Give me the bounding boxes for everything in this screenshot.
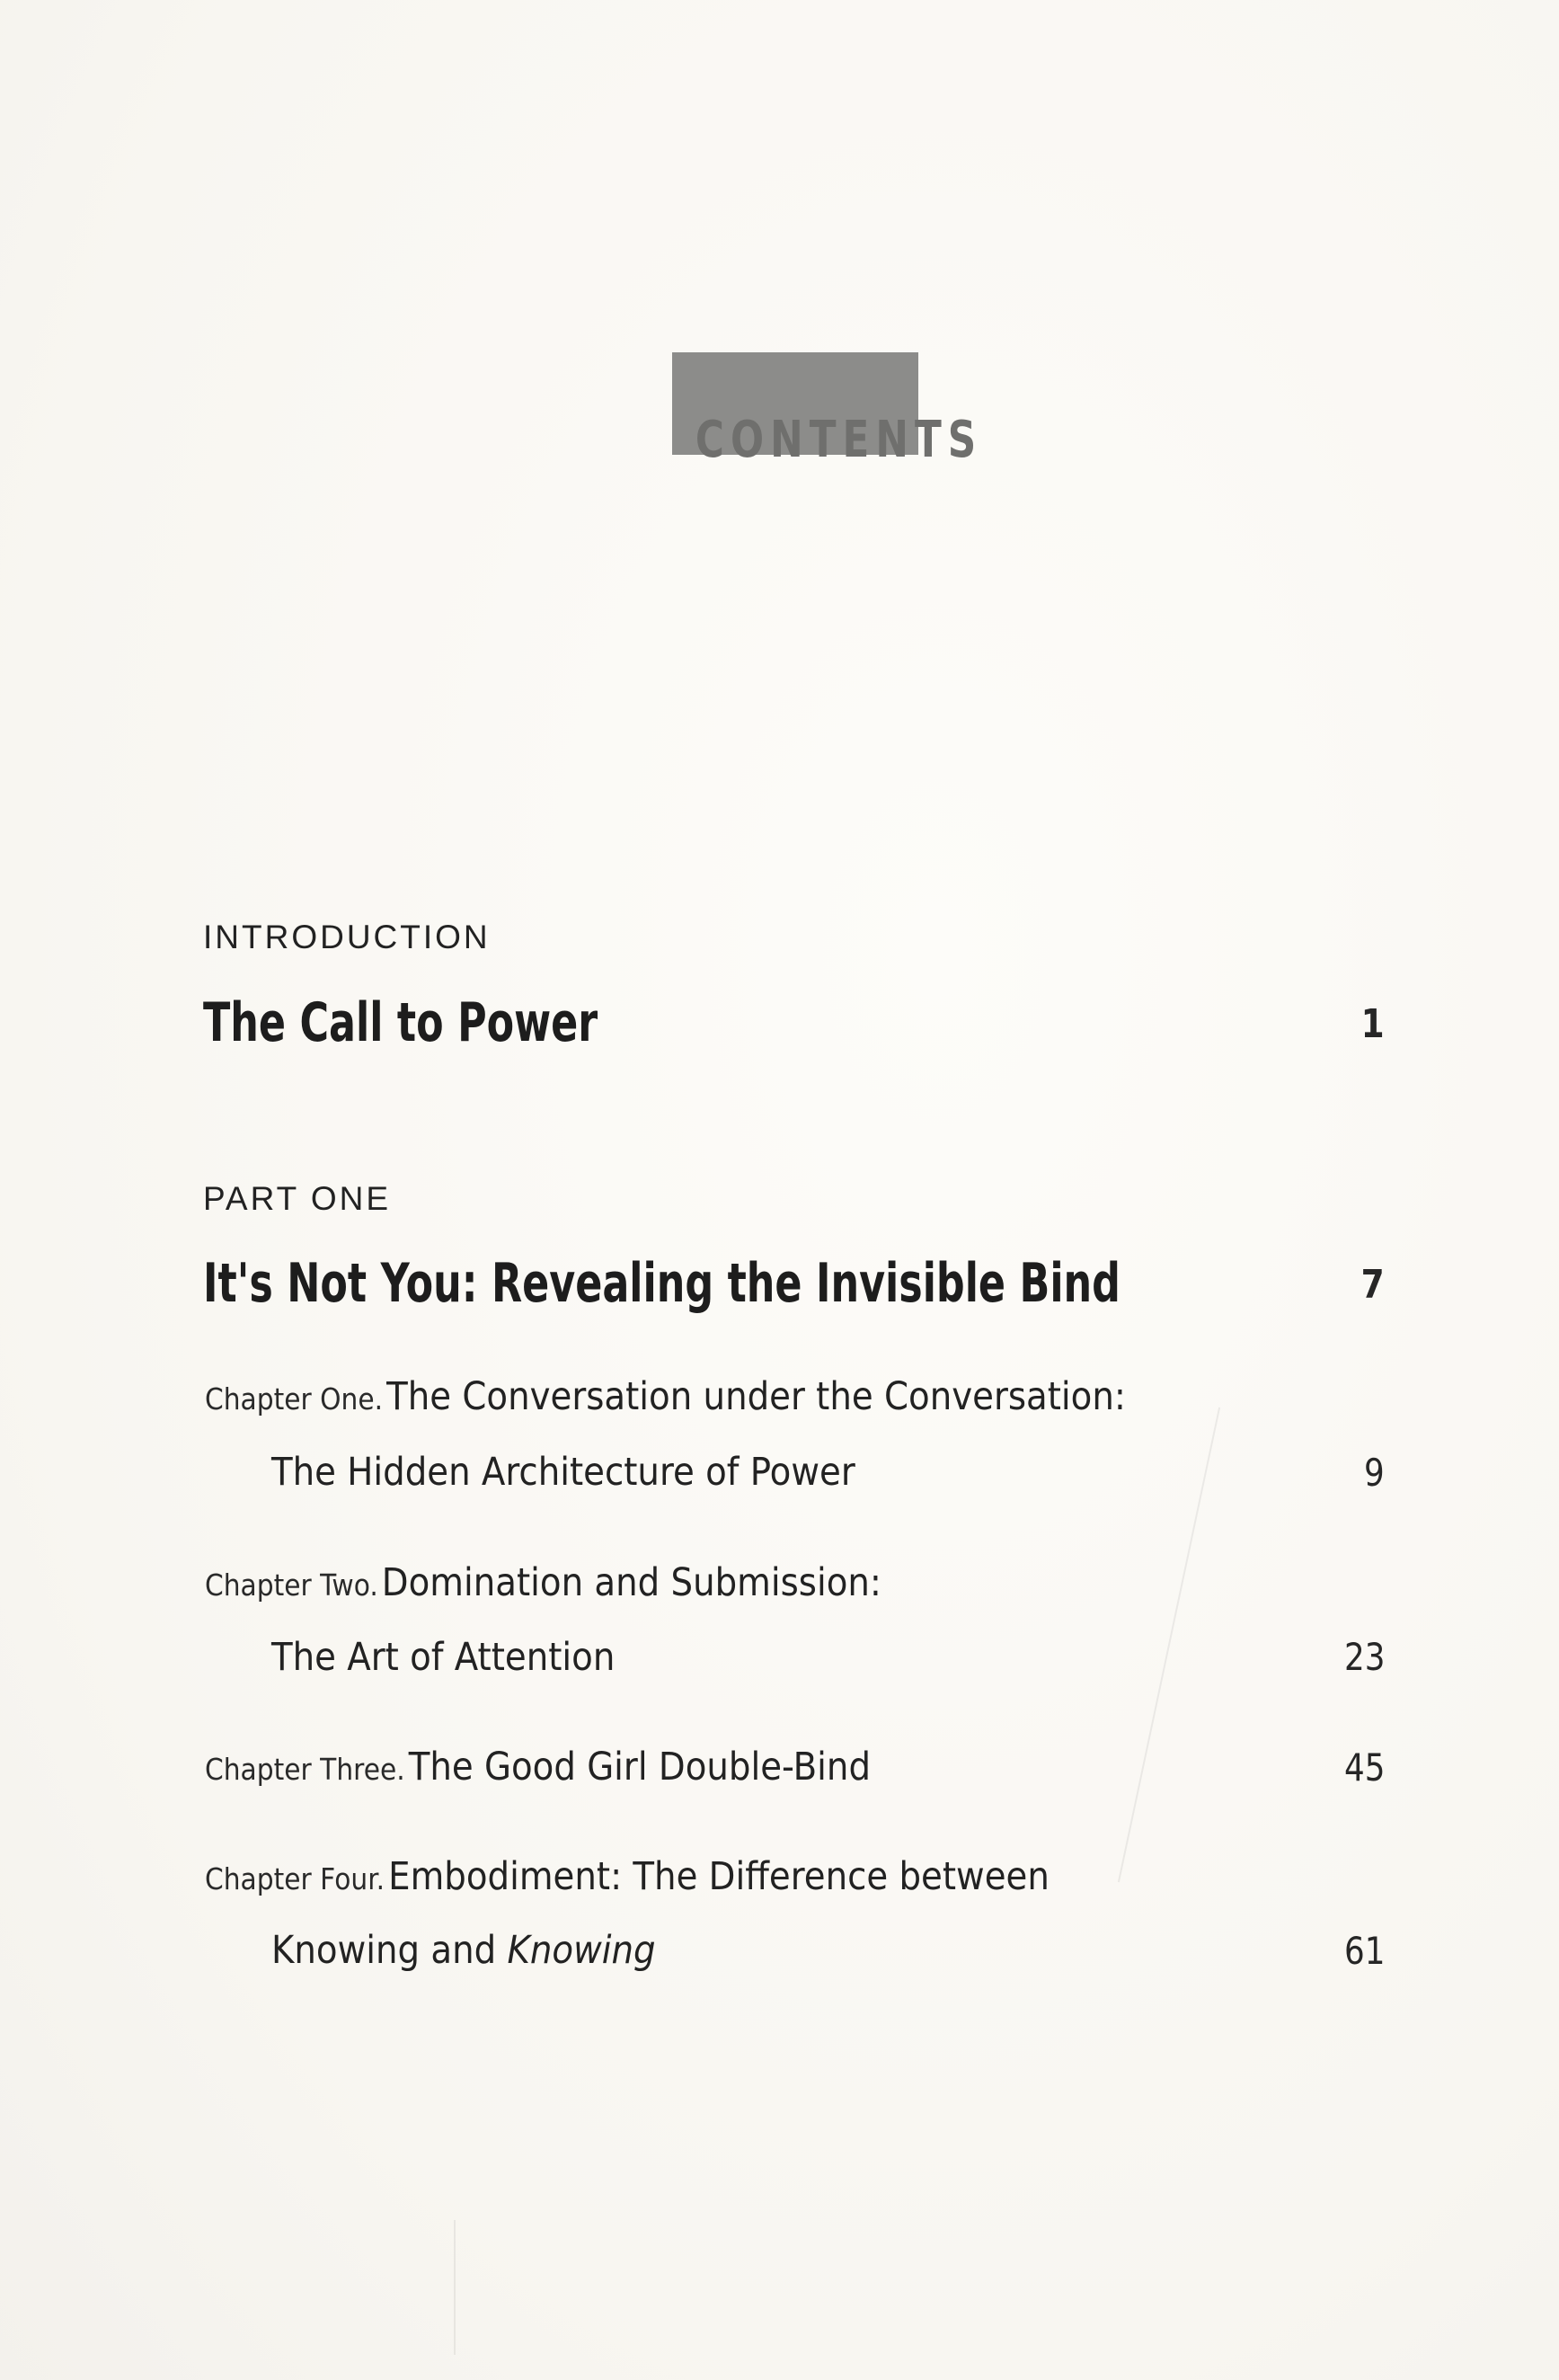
chapter-four-subtitle (271, 1928, 656, 1973)
chapter-two-title: Domination and Submission: (381, 1560, 881, 1605)
chapter-four-title: Embodiment: The Difference between (388, 1854, 1050, 1899)
contents-title: CONTENTS (695, 411, 983, 469)
chapter-two-entry (205, 1560, 881, 1605)
chapter-four-subtitle-italic: Knowing (507, 1928, 656, 1973)
chapter-two-label: Chapter Two. (205, 1567, 378, 1603)
chapter-one-title: The Conversation under the Conversation: (386, 1374, 1126, 1419)
chapter-four-entry (205, 1854, 1050, 1899)
introduction-label: INTRODUCTION (203, 919, 491, 955)
chapter-one-page-number: 9 (1364, 1451, 1385, 1495)
chapter-four-label: Chapter Four. (205, 1861, 385, 1896)
introduction-title: The Call to Power (203, 991, 598, 1054)
chapter-three-page-number: 45 (1343, 1745, 1385, 1789)
scan-artifact (1118, 1408, 1220, 1883)
chapter-one-label: Chapter One. (205, 1381, 384, 1416)
part-one-page-number: 7 (1360, 1262, 1385, 1308)
chapter-two-subtitle: The Art of Attention (271, 1635, 616, 1680)
chapter-two-page-number: 23 (1343, 1635, 1385, 1679)
chapter-three-entry (205, 1745, 872, 1789)
chapter-four-page-number: 61 (1343, 1929, 1385, 1973)
part-one-title: It's Not You: Revealing the Invisible Bind (203, 1252, 1121, 1315)
chapter-three-label: Chapter Three. (205, 1752, 405, 1787)
chapter-four-subtitle-plain: Knowing and (271, 1928, 508, 1973)
chapter-three-title: The Good Girl Double-Bind (408, 1745, 872, 1789)
introduction-page-number: 1 (1360, 1001, 1385, 1047)
chapter-one-subtitle: The Hidden Architecture of Power (271, 1450, 855, 1495)
chapter-one-entry (205, 1374, 1126, 1419)
scan-artifact (454, 2220, 456, 2355)
contents-header (672, 352, 983, 475)
part-one-label: PART ONE (203, 1180, 392, 1217)
